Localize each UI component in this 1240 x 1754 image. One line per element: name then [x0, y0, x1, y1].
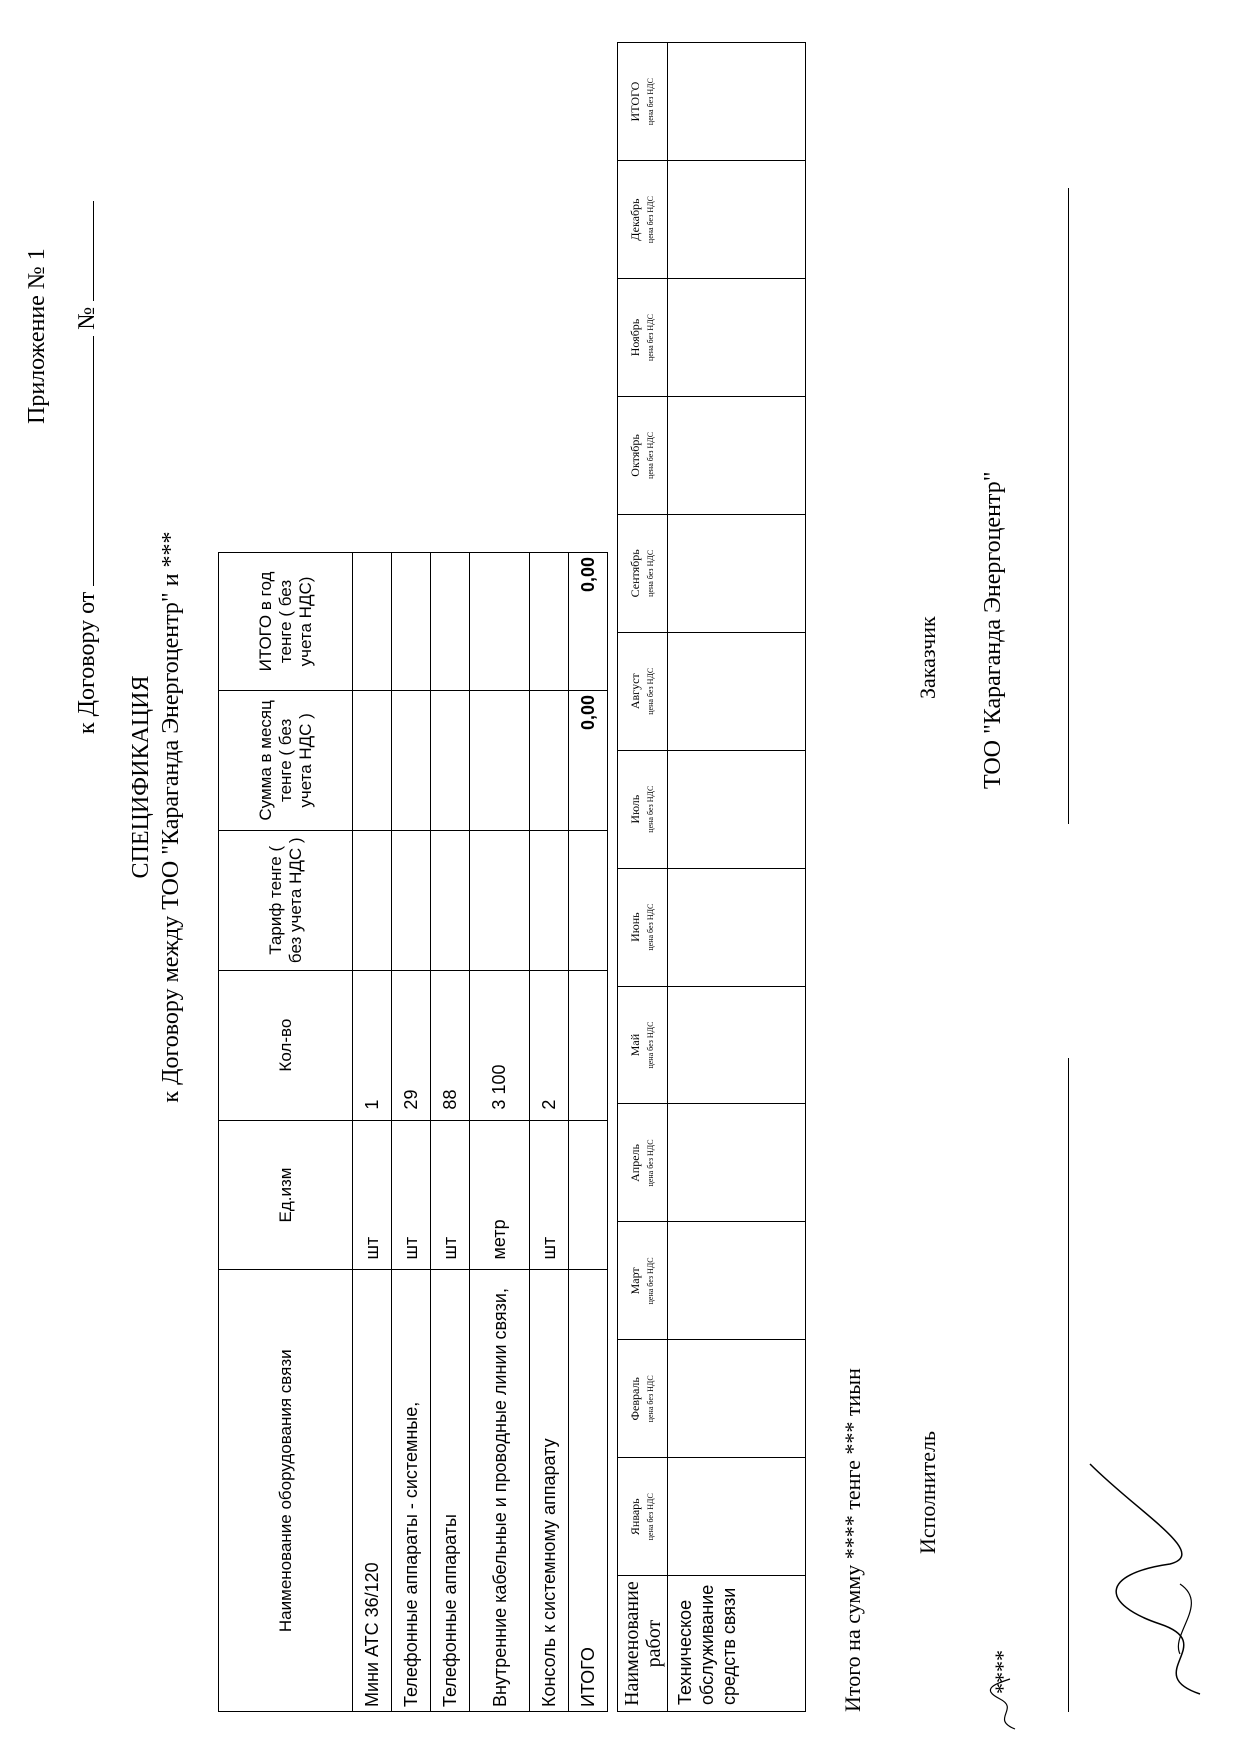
col-header-qty: Кол-во [219, 970, 353, 1120]
month-header [618, 1458, 668, 1576]
month-cell [668, 279, 806, 397]
price-note: цена без НДС [645, 667, 655, 715]
monthly-services-table [617, 42, 806, 1712]
row-unit: шт [392, 1120, 431, 1270]
month-name: Ноябрь [627, 318, 642, 357]
month-header [618, 632, 668, 750]
price-note: цена без НДС [645, 78, 655, 126]
price-note: цена без НДС [645, 431, 655, 479]
price-note: цена без НДС [645, 196, 655, 244]
month-cell [668, 396, 806, 514]
total-tariff [569, 830, 608, 970]
row-unit: шт [530, 1120, 569, 1270]
price-note: цена без НДС [645, 1375, 655, 1423]
col-header-yearly: ИТОГО в год тенге ( без учета НДС) [219, 553, 353, 691]
work-row-label: Техническое обслуживание средств связи [668, 1576, 806, 1712]
customer-signature-line [1068, 188, 1069, 824]
price-note: цена без НДС [645, 313, 655, 361]
row-qty: 29 [392, 970, 431, 1120]
row-qty: 3 100 [470, 970, 530, 1120]
month-cell [668, 514, 806, 632]
month-cell [668, 1222, 806, 1340]
executor-signature-line [1068, 1058, 1069, 1712]
month-header [618, 750, 668, 868]
price-note: цена без НДС [645, 549, 655, 597]
row-tariff [470, 830, 530, 970]
row-monthly [353, 690, 392, 830]
executor-name: **** [990, 1650, 1015, 1694]
row-yearly [470, 553, 530, 691]
price-note: цена без НДС [645, 1493, 655, 1541]
table-row [530, 553, 569, 1712]
table-row [392, 553, 431, 1712]
month-header [618, 43, 668, 161]
row-tariff [353, 830, 392, 970]
month-header [618, 986, 668, 1104]
month-name: Декабрь [627, 198, 642, 241]
price-note: цена без НДС [645, 785, 655, 833]
month-name: ИТОГО [627, 81, 642, 122]
contract-date-blank [75, 336, 94, 586]
initials-mark [985, 1674, 1025, 1734]
row-tariff [392, 830, 431, 970]
month-header [618, 396, 668, 514]
col-header-unit: Ед.изм [219, 1120, 353, 1270]
month-header [618, 514, 668, 632]
row-monthly [530, 690, 569, 830]
work-header: Наименование работ [618, 1576, 668, 1712]
month-name: Январь [627, 1498, 642, 1536]
table-row [470, 553, 530, 1712]
contract-ref [74, 201, 101, 734]
appendix-label: Приложение № 1 [24, 248, 50, 424]
total-monthly: 0,00 [569, 690, 608, 830]
month-name: Февраль [627, 1377, 642, 1421]
spec-header-row [219, 553, 353, 1712]
month-name: Март [627, 1267, 642, 1295]
month-cell [668, 868, 806, 986]
table-row [431, 553, 470, 1712]
month-name: Май [627, 1033, 642, 1057]
row-name: Телефонные аппараты [431, 1270, 470, 1712]
total-sum-text: Итого на сумму **** тенге *** тиын [840, 1368, 865, 1712]
row-name: Консоль к системному аппарату [530, 1270, 569, 1712]
monthly-header-row [618, 43, 668, 1712]
row-unit: метр [470, 1120, 530, 1270]
specification-table [218, 552, 608, 1712]
total-row [569, 553, 608, 1712]
executor-label: Исполнитель [915, 1430, 940, 1554]
row-monthly [470, 690, 530, 830]
row-unit: шт [431, 1120, 470, 1270]
total-yearly: 0,00 [569, 553, 608, 691]
number-sign: № [74, 306, 100, 330]
month-cell [668, 632, 806, 750]
row-unit: шт [353, 1120, 392, 1270]
month-cell [668, 1458, 806, 1576]
row-tariff [530, 830, 569, 970]
month-header [618, 868, 668, 986]
month-name: Апрель [627, 1144, 642, 1182]
month-cell [668, 1104, 806, 1222]
col-header-name: Наименование оборудования связи [219, 1270, 353, 1712]
total-unit [569, 1120, 608, 1270]
month-name: Июнь [627, 912, 642, 942]
price-note: цена без НДС [645, 1257, 655, 1305]
table-row [353, 553, 392, 1712]
total-label: ИТОГО [569, 1270, 608, 1712]
row-yearly [392, 553, 431, 691]
col-header-tariff: Тариф тенге ( без учета НДС ) [219, 830, 353, 970]
month-header [618, 1222, 668, 1340]
row-yearly [530, 553, 569, 691]
contract-ref-prefix: к Договору от [74, 591, 100, 734]
month-header [618, 1104, 668, 1222]
spec-title: СПЕЦИФИКАЦИЯ [128, 675, 154, 879]
month-name: Сентябрь [627, 549, 642, 598]
month-cell [668, 43, 806, 161]
spec-subtitle: к Договору между ТОО "Караганда Энергоцентр" и *** [158, 531, 184, 1103]
row-yearly [431, 553, 470, 691]
month-cell [668, 986, 806, 1104]
customer-name: ТОО "Караганда Энергоцентр" [980, 471, 1006, 789]
row-tariff [431, 830, 470, 970]
price-note: цена без НДС [645, 1139, 655, 1187]
price-note: цена без НДС [645, 1021, 655, 1069]
price-note: цена без НДС [645, 903, 655, 951]
row-qty: 2 [530, 970, 569, 1120]
contract-number-blank [75, 201, 94, 301]
row-name: Телефонные аппараты - системные, [392, 1270, 431, 1712]
month-name: Октябрь [627, 434, 642, 477]
row-qty: 88 [431, 970, 470, 1120]
month-name: Июль [627, 794, 642, 824]
table-row [668, 43, 806, 1712]
month-header [618, 161, 668, 279]
month-cell [668, 1340, 806, 1458]
col-header-monthly: Сумма в месяц тенге ( без учета НДС ) [219, 690, 353, 830]
total-qty [569, 970, 608, 1120]
row-monthly [431, 690, 470, 830]
signature-mark [1080, 1434, 1230, 1714]
row-yearly [353, 553, 392, 691]
month-name: Август [627, 673, 642, 710]
row-name: Мини АТС 36/120 [353, 1270, 392, 1712]
month-cell [668, 750, 806, 868]
month-header [618, 279, 668, 397]
row-qty: 1 [353, 970, 392, 1120]
row-monthly [392, 690, 431, 830]
customer-label: Заказчик [915, 616, 940, 699]
month-header [618, 1340, 668, 1458]
month-cell [668, 161, 806, 279]
row-name: Внутренние кабельные и проводные линии связи, [470, 1270, 530, 1712]
